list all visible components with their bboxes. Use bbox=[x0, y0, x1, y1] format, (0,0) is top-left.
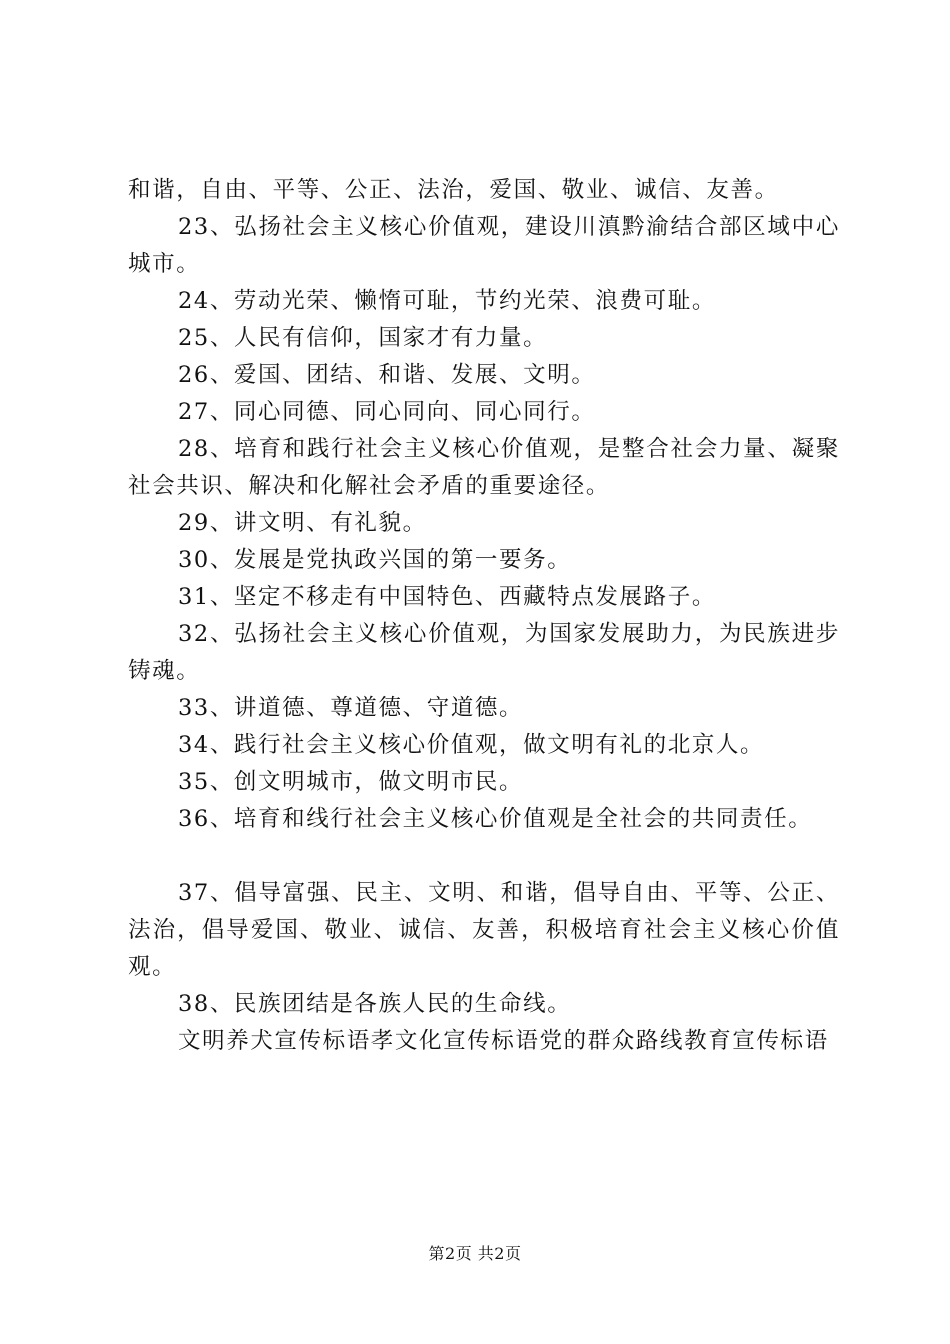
slogan-26: 26、爱国、团结、和谐、发展、文明。 bbox=[178, 362, 596, 388]
paragraph-continuation: 和谐，自由、平等、公正、法治，爱国、敬业、诚信、友善。 bbox=[128, 177, 779, 203]
slogan-24: 24、劳动光荣、懒惰可耻，节约光荣、浪费可耻。 bbox=[178, 288, 716, 314]
slogan-28: 28、培育和践行社会主义核心价值观，是整合社会力量、凝聚社会共识、解决和化解社会矛盾的重要途径。 bbox=[128, 436, 840, 499]
slogan-37: 37、倡导富强、民主、文明、和谐，倡导自由、平等、公正、法治，倡导爱国、敬业、诚信、友善，积极培育社会主义核心价值观。 bbox=[128, 880, 840, 980]
slogan-35: 35、创文明城市，做文明市民。 bbox=[178, 769, 524, 795]
slogan-25: 25、人民有信仰，国家才有力量。 bbox=[178, 325, 548, 351]
document-body bbox=[128, 172, 840, 1060]
slogan-34: 34、践行社会主义核心价值观，做文明有礼的北京人。 bbox=[178, 732, 765, 758]
page-number-footer: 第2页 共2页 bbox=[428, 1244, 522, 1263]
slogan-32: 32、弘扬社会主义核心价值观，为国家发展助力，为民族进步铸魂。 bbox=[128, 621, 840, 684]
slogan-38: 38、民族团结是各族人民的生命线。 bbox=[178, 991, 572, 1017]
related-links-text: 文明养犬宣传标语孝文化宣传标语党的群众路线教育宣传标语 bbox=[178, 1028, 829, 1054]
slogan-29: 29、讲文明、有礼貌。 bbox=[178, 510, 427, 536]
slogan-33: 33、讲道德、尊道德、守道德。 bbox=[178, 695, 524, 721]
slogan-30: 30、发展是党执政兴国的第一要务。 bbox=[178, 547, 572, 573]
slogan-31: 31、坚定不移走有中国特色、西藏特点发展路子。 bbox=[178, 584, 716, 610]
slogan-27: 27、同心同德、同心同向、同心同行。 bbox=[178, 399, 596, 425]
slogan-36: 36、培育和线行社会主义核心价值观是全社会的共同责任。 bbox=[178, 806, 813, 832]
slogan-23: 23、弘扬社会主义核心价值观，建设川滇黔渝结合部区域中心城市。 bbox=[128, 214, 840, 277]
